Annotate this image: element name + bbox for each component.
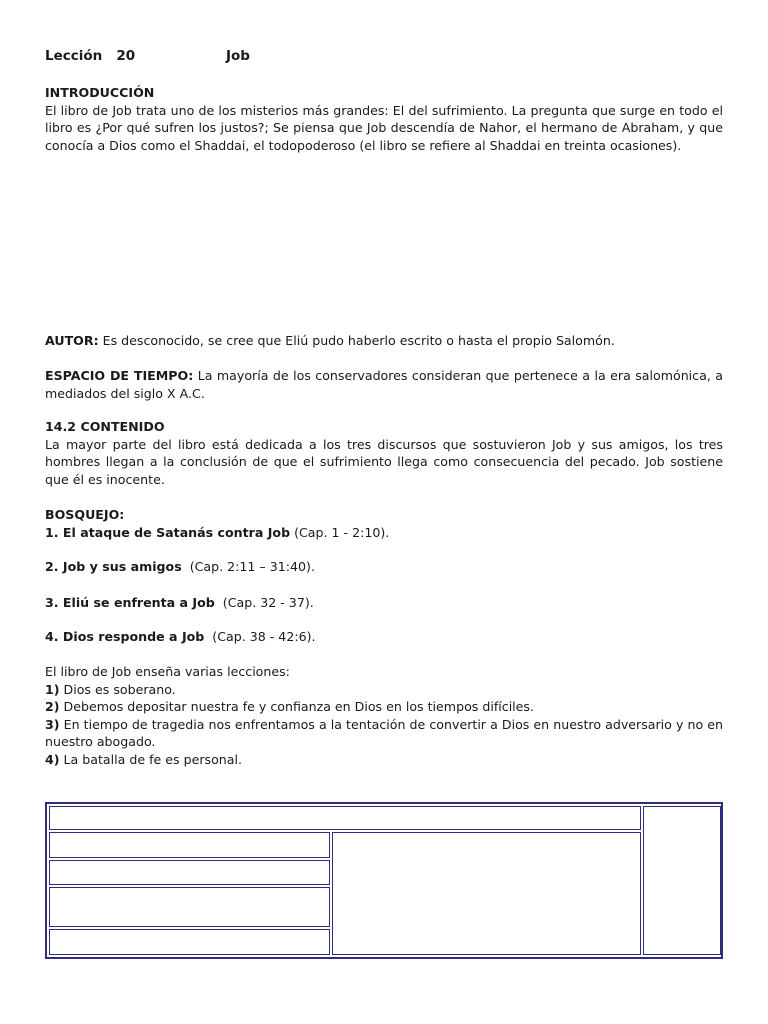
- form-table-cell-left-3: [49, 887, 330, 927]
- bosquejo-item-3-title: 3. Eliú se enfrenta a Job: [45, 595, 215, 610]
- book-name: Job: [226, 48, 250, 64]
- bosquejo-item-1-ref: (Cap. 1 - 2:10).: [290, 524, 390, 540]
- lecciones-intro: El libro de Job enseña varias lecciones:: [45, 664, 290, 679]
- contenido-heading: 14.2 CONTENIDO: [45, 419, 165, 434]
- bosquejo-item-2-ref: (Cap. 2:11 – 31:40).: [181, 559, 315, 574]
- bosquejo-item-4-ref: (Cap. 38 - 42:6).: [204, 629, 316, 644]
- form-table-cell-left-2: [49, 860, 330, 885]
- bosquejo-item-1-title: 1. El ataque de Satanás contra Job: [45, 524, 291, 540]
- intro-section: [45, 84, 723, 154]
- espacio-section: [45, 367, 723, 402]
- form-table-cell-right: [643, 806, 721, 955]
- autor-section: [45, 332, 723, 350]
- lesson-number: Lección 20: [45, 48, 136, 64]
- autor-text: Es desconocido, se cree que Eliú pudo haberlo escrito o hasta el propio Salomón.: [98, 333, 615, 348]
- form-table-cell-center: [332, 832, 641, 955]
- form-table-cell-left-1: [49, 832, 330, 858]
- espacio-text: La mayoría de los conservadores consideran que pertenece a la era salomónica, a mediados del siglo X A.C.: [45, 368, 723, 401]
- form-table-cell-left-4: [49, 929, 330, 955]
- lesson-title: [45, 48, 250, 64]
- bosquejo-heading: BOSQUEJO:: [45, 507, 125, 522]
- leccion-1-text: Dios es soberano.: [59, 681, 176, 697]
- bosquejo-item-2-title: 2. Job y sus amigos: [45, 559, 182, 574]
- intro-text: El libro de Job trata uno de los misterios más grandes: El del sufrimiento. La pregunta que surge en todo el libro es ¿Por qué sufren los justos?; Se piensa que Job descendía de Nahor, el hermano de Abraham, y que conocía a Dios como el Shaddai, el todopoderoso (el libro se refiere al Shaddai en treinta ocasiones).: [45, 102, 723, 153]
- lecciones-section: [45, 663, 723, 768]
- contenido-text: La mayor parte del libro está dedicada a los tres discursos que sostuvieron Job y sus amigos, los tres hombres llegan a la conclusión de que el sufrimiento llega como consecuencia del pecado. Job sostiene que él es inocente.: [45, 436, 723, 487]
- autor-label: AUTOR:: [45, 333, 99, 348]
- leccion-4-num: 4): [45, 751, 60, 767]
- leccion-2-text: Debemos depositar nuestra fe y confianza en Dios en los tiempos difíciles.: [59, 699, 534, 714]
- bosquejo-item-3-ref: (Cap. 32 - 37).: [214, 595, 314, 610]
- form-table: [45, 802, 723, 959]
- bosquejo-section: [45, 506, 723, 541]
- form-table-cell-top: [49, 806, 641, 830]
- leccion-4-text: La batalla de fe es personal.: [59, 751, 242, 767]
- contenido-section: [45, 418, 723, 488]
- intro-heading: INTRODUCCIÓN: [45, 85, 155, 100]
- bosquejo-item-4-title: 4. Dios responde a Job: [45, 629, 205, 644]
- leccion-3-text: En tiempo de tragedia nos enfrentamos a la tentación de convertir a Dios en nuestro adversario y no en nuestro abogado.: [45, 716, 723, 749]
- leccion-2-num: 2): [45, 699, 60, 714]
- leccion-1-num: 1): [45, 681, 60, 697]
- leccion-3-num: 3): [45, 716, 60, 732]
- espacio-label: ESPACIO DE TIEMPO:: [45, 368, 194, 383]
